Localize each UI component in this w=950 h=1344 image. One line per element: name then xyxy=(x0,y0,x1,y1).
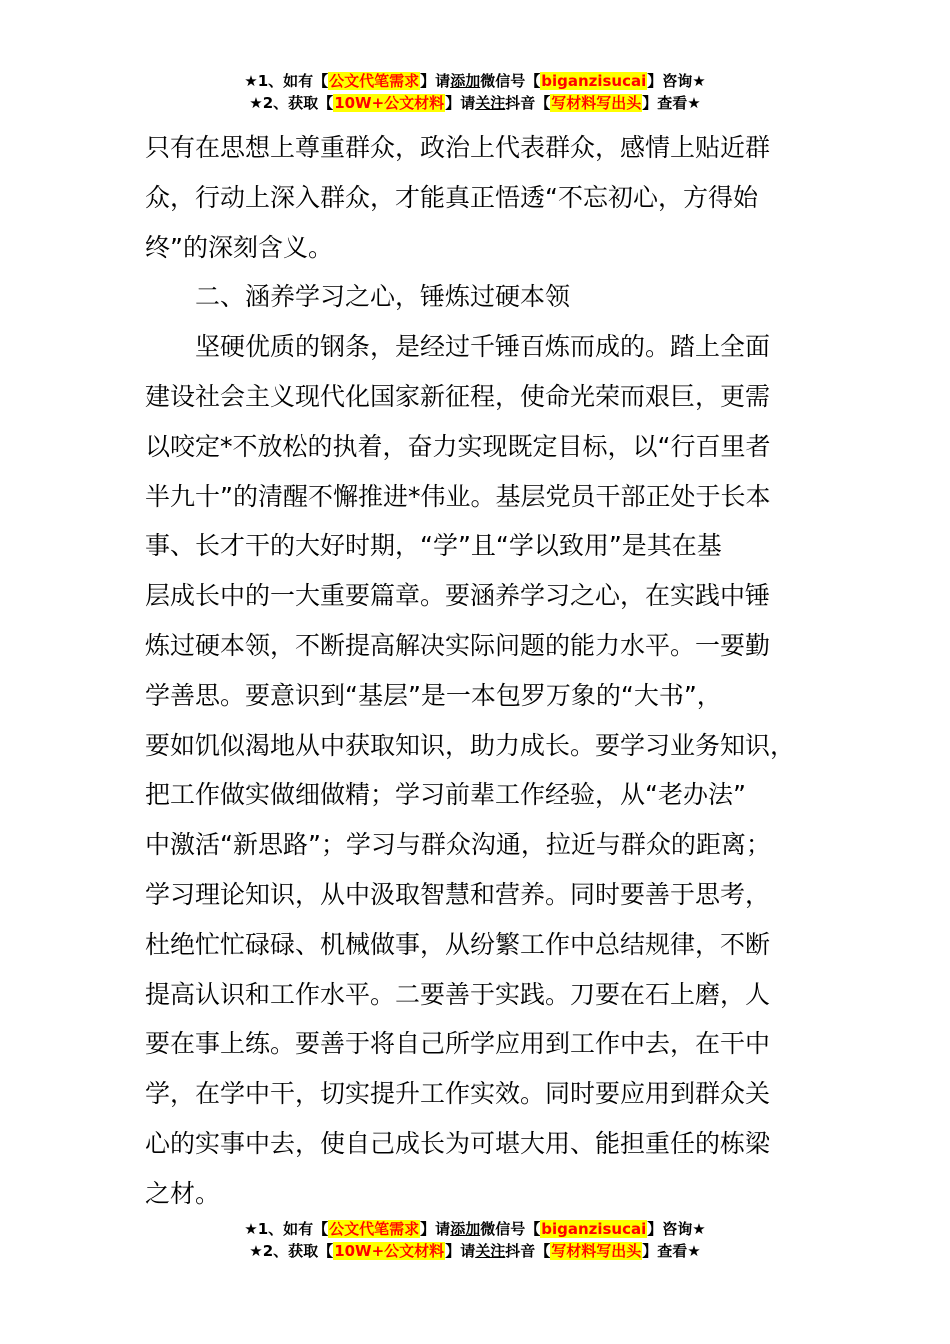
text-line: 终”的深刻含义。 xyxy=(145,232,333,262)
text-line: 把工作做实做细做精；学习前辈工作经验，从“老办法” xyxy=(145,780,746,810)
promo-underline: 添加 xyxy=(450,1220,481,1238)
promo-line-2 xyxy=(0,92,950,114)
text-line: 炼过硬本领，不断提高解决实际问题的能力水平。一要勤 xyxy=(145,630,771,660)
text-line: 中激活“新思路”；学习与群众沟通，拉近与群众的距离； xyxy=(145,830,771,860)
promo-highlight: 10W+公文材料 xyxy=(334,1242,445,1260)
wechat-id: biganzisucai xyxy=(541,72,647,90)
promo-text: 】请 xyxy=(445,94,476,112)
promo-header xyxy=(0,70,950,114)
promo-text: 】咨询★ xyxy=(647,1220,706,1238)
promo-underline: 添加 xyxy=(450,72,481,90)
text-line: 只有在思想上尊重群众，政治上代表群众，感情上贴近群 xyxy=(145,133,771,162)
text-line: 以咬定*不放松的执着，奋力实现既定目标，以“行百里者 xyxy=(145,431,771,461)
promo-text: 微信号【 xyxy=(480,1220,541,1238)
text-line: 层成长中的一大重要篇章。要涵养学习之心，在实践中锤 xyxy=(145,581,771,611)
promo-highlight: 公文代笔需求 xyxy=(329,72,420,90)
text-line: 要如饥似渴地从中获取知识，助力成长。要学习业务知识， xyxy=(145,730,796,760)
text-line: 建设社会主义现代化国家新征程，使命光荣而艰巨，更需 xyxy=(145,381,771,411)
promo-text: ★2、获取【 xyxy=(249,94,334,112)
text-line: 心的实事中去，使自己成长为可堪大用、能担重任的栋梁 xyxy=(145,1128,771,1158)
promo-text: 】请 xyxy=(420,72,451,90)
promo-line-1 xyxy=(0,1218,950,1240)
douyin-account: 写材料写出头 xyxy=(551,1242,642,1260)
promo-text: ★2、获取【 xyxy=(249,1242,334,1260)
promo-highlight: 公文代笔需求 xyxy=(329,1220,420,1238)
promo-underline: 关注 xyxy=(475,1242,506,1260)
text-line: 杜绝忙忙碌碌、机械做事，从纷繁工作中总结规律，不断 xyxy=(145,929,771,959)
wechat-id: biganzisucai xyxy=(541,1220,647,1238)
promo-footer xyxy=(0,1218,950,1262)
text-line: 事、长才干的大好时期，“学”且“学以致用”是其在基 xyxy=(145,531,722,561)
promo-line-1 xyxy=(0,70,950,92)
text-line: 学习理论知识，从中汲取智慧和营养。同时要善于思考， xyxy=(145,879,771,909)
promo-text: 抖音【 xyxy=(505,94,551,112)
section-heading: 二、涵养学习之心，锤炼过硬本领 xyxy=(195,282,571,312)
promo-text: 】查看★ xyxy=(642,94,701,112)
promo-text: 】咨询★ xyxy=(647,72,706,90)
douyin-account: 写材料写出头 xyxy=(551,94,642,112)
document-body xyxy=(145,123,810,1219)
promo-text: 微信号【 xyxy=(480,72,541,90)
promo-text: 】请 xyxy=(420,1220,451,1238)
promo-line-2 xyxy=(0,1240,950,1262)
promo-text: 】请 xyxy=(445,1242,476,1260)
text-line: 学善思。要意识到“基层”是一本包罗万象的“大书”， xyxy=(145,680,722,710)
promo-text: ★1、如有【 xyxy=(244,72,329,90)
text-line: 提高认识和工作水平。二要善于实践。刀要在石上磨，人 xyxy=(145,979,771,1009)
promo-text: ★1、如有【 xyxy=(244,1220,329,1238)
promo-text: 抖音【 xyxy=(505,1242,551,1260)
text-line: 众，行动上深入群众，才能真正悟透“不忘初心，方得始 xyxy=(145,182,758,212)
promo-text: 】查看★ xyxy=(642,1242,701,1260)
promo-highlight: 10W+公文材料 xyxy=(334,94,445,112)
promo-underline: 关注 xyxy=(475,94,506,112)
text-line: 坚硬优质的钢条，是经过千锤百炼而成的。踏上全面 xyxy=(195,332,771,362)
text-line: 之材。 xyxy=(145,1178,221,1208)
text-line: 要在事上练。要善于将自己所学应用到工作中去，在干中 xyxy=(145,1029,771,1059)
text-line: 学，在学中干，切实提升工作实效。同时要应用到群众关 xyxy=(145,1079,771,1109)
text-line: 半九十”的清醒不懈推进*伟业。基层党员干部正处于长本 xyxy=(145,481,771,511)
